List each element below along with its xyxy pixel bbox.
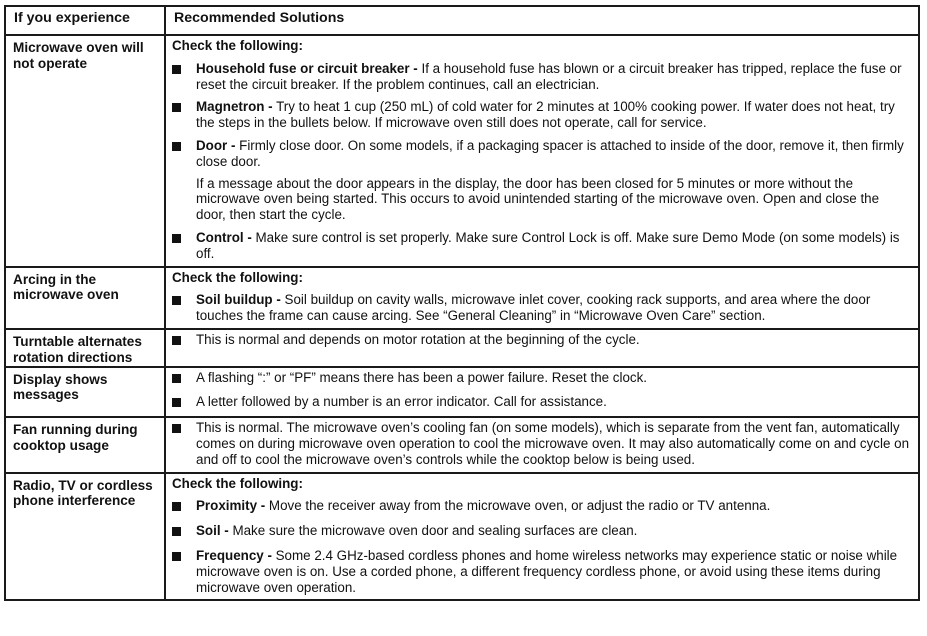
solution-item [172,370,912,388]
problem-cell: Fan running during cooktop usage [5,417,165,472]
solution-text [196,99,912,131]
problem-cell: Arcing in the microwave oven [5,267,165,329]
solution-description: Move the receiver away from the microwave oven, or adjust the radio or TV antenna. [265,498,771,514]
table-row [5,267,919,329]
problem-cell: Microwave oven will not operate [5,35,165,267]
square-bullet-icon [172,420,196,467]
solution-term: Control - [196,229,252,245]
solution-description: Make sure control is set properly. Make sure Control Lock is off. Make sure Demo Mode (on some models) is off. [196,229,900,261]
solution-item [172,99,912,131]
solution-term: Soil buildup - [196,292,281,308]
square-bullet-icon [172,370,196,388]
problem-cell: Turntable alternates rotation directions [5,329,165,367]
solution-description: Some 2.4 GHz-based cordless phones and home wireless networks may experience static or noise while microwave oven is on. Use a corded phone, a different frequency cordless phone, or avoid using these items during microwave oven operation. [196,547,898,595]
solutions-cell [165,329,919,367]
solutions-cell [165,35,919,267]
solutions-cell [165,473,919,601]
solution-term: Frequency - [196,547,272,563]
solution-description: Try to heat 1 cup (250 mL) of cold water for 2 minutes at 100% cooking power. If water does not heat, try the steps in the bullets below. If microwave oven still does not operate, call for service. [196,99,895,131]
solutions-cell [165,367,919,418]
square-bullet-icon [172,548,196,595]
square-bullet-icon [172,292,196,324]
solution-item [172,548,912,595]
solution-description: A flashing “:” or “PF” means there has been a power failure. Reset the clock. [196,369,648,385]
solution-text [196,138,912,223]
solution-text [196,394,912,412]
solution-text [196,498,912,516]
solutions-cell [165,267,919,329]
square-bullet-icon [172,138,196,223]
table-row [5,473,919,601]
solution-item [172,138,912,223]
square-bullet-icon [172,61,196,93]
table-row [5,367,919,418]
solution-item [172,420,912,467]
solution-term: Household fuse or circuit breaker - [196,60,418,76]
solution-text [196,548,912,595]
solution-column-header: Recommended Solutions [165,6,919,35]
square-bullet-icon [172,498,196,516]
square-bullet-icon [172,332,196,350]
solution-description: This is normal and depends on motor rotation at the beginning of the cycle. [196,331,640,347]
solution-description: If a household fuse has blown or a circuit breaker has tripped, replace the fuse or reset the circuit breaker. If the problem continues, call an electrician. [196,60,902,92]
square-bullet-icon [172,523,196,541]
check-following-heading: Check the following: [172,38,303,53]
solution-text [196,370,912,388]
solution-description: Firmly close door. On some models, if a packaging spacer is attached to inside of the door, remove it, then firmly close door. [196,137,904,169]
solution-item [172,332,912,350]
troubleshooting-table [4,5,920,601]
solution-item [172,523,912,541]
problem-cell: Radio, TV or cordless phone interference [5,473,165,601]
solution-item [172,394,912,412]
solution-description: A letter followed by a number is an error indicator. Call for assistance. [196,394,607,410]
solution-term: Soil - [196,523,229,539]
solution-term: Magnetron - [196,99,273,115]
solution-item [172,292,912,324]
solution-text [196,420,912,467]
table-header-row [5,6,919,35]
square-bullet-icon [172,394,196,412]
solutions-cell [165,417,919,472]
solution-description: Make sure the microwave oven door and sealing surfaces are clean. [228,523,638,539]
solution-description: This is normal. The microwave oven’s cooling fan (on some models), which is separate from the vent fan, automatically comes on during microwave oven operation to cool the microwave oven. It may also automatically come on and cycle on and off to cool the microwave oven’s controls while the cooktop below is being used. [196,420,910,467]
table-row [5,35,919,267]
check-following-heading: Check the following: [172,475,303,491]
solution-text [196,61,912,93]
square-bullet-icon [172,99,196,131]
table-row [5,417,919,472]
table-body [5,35,919,600]
solution-text [196,230,912,262]
solution-text [196,292,912,324]
table-row [5,329,919,367]
problem-cell: Display shows messages [5,367,165,418]
solution-text [196,332,912,350]
solution-term: Proximity - [196,498,266,514]
problem-column-header: If you experience [5,6,165,35]
solution-text [196,523,912,541]
solution-description: Soil buildup on cavity walls, microwave inlet cover, cooking rack supports, and area where the door touches the frame can cause arcing. See “General Cleaning” in “Microwave Oven Care” section. [196,292,871,324]
square-bullet-icon [172,230,196,262]
solution-item [172,230,912,262]
solution-item [172,61,912,93]
solution-item [172,498,912,516]
check-following-heading: Check the following: [172,269,303,285]
solution-term: Door - [196,137,236,153]
solution-note: If a message about the door appears in the display, the door has been closed for 5 minutes or more without the microwave oven being started. This occurs to avoid unintended starting of the microwave oven. Open and close the door, then start the cycle. [196,175,880,223]
